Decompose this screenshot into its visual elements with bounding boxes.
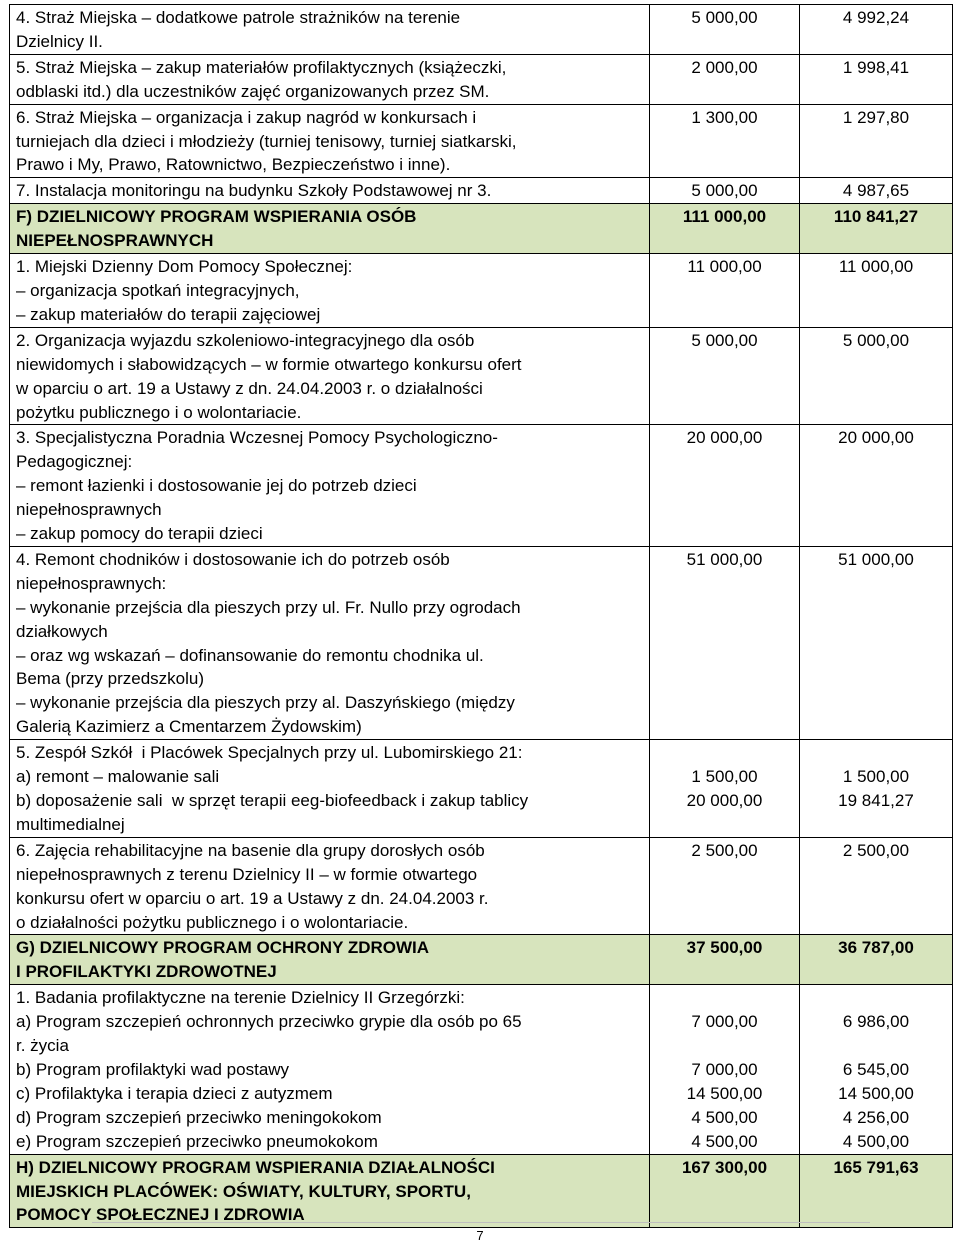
executed-amount: 19 841,27 xyxy=(838,790,914,810)
executed-amount: 1 500,00 xyxy=(842,767,910,787)
planned-amount-cell xyxy=(650,254,800,328)
description-cell xyxy=(10,425,650,547)
description-cell xyxy=(10,985,650,1154)
description-line: niepełnosprawnych z terenu Dzielnicy II – w formie otwartego xyxy=(16,864,478,884)
description-line: konkursu ofert w oparciu o art. 19 a Ustawy z dn. 24.04.2003 r. xyxy=(16,888,489,908)
description-line: – wykonanie przejścia dla pieszych przy al. Daszyńskiego (między xyxy=(16,693,515,713)
description-cell xyxy=(10,54,650,104)
executed-amount-cell xyxy=(800,546,953,739)
table-row xyxy=(10,54,953,104)
executed-amount: 14 500,00 xyxy=(838,1083,914,1103)
executed-amount-cell xyxy=(800,254,953,328)
table-row xyxy=(10,254,953,328)
empty-line xyxy=(650,1034,799,1058)
section-header-row xyxy=(10,1154,953,1228)
executed-amount-cell xyxy=(800,5,953,55)
executed-amount: 20 000,00 xyxy=(838,428,914,448)
planned-amount: 7 000,00 xyxy=(691,1059,758,1079)
description-line: pożytku publicznego i o wolontariacie. xyxy=(16,402,302,422)
description-line: – wykonanie przejścia dla pieszych przy ul. Fr. Nullo przy ogrodach xyxy=(16,597,521,617)
planned-amount: 2 500,00 xyxy=(691,840,758,860)
planned-amount: 2 000,00 xyxy=(691,57,758,77)
description-line: – organizacja spotkań integracyjnych, xyxy=(16,280,300,300)
executed-amount-cell xyxy=(800,54,953,104)
executed-amount: 51 000,00 xyxy=(838,549,914,569)
planned-amount: 111 000,00 xyxy=(682,207,767,227)
planned-amount-cell xyxy=(650,5,800,55)
description-cell xyxy=(10,104,650,178)
description-line: 2. Organizacja wyjazdu szkoleniowo-integracyjnego dla osób xyxy=(16,330,475,350)
section-title-line: G) DZIELNICOWY PROGRAM OCHRONY ZDROWIA xyxy=(16,938,430,958)
planned-amount: 1 300,00 xyxy=(691,107,758,127)
description-line: Bema (przy przedszkolu) xyxy=(16,669,205,689)
planned-amount: 5 000,00 xyxy=(691,181,758,201)
description-line: Prawo i My, Prawo, Ratownictwo, Bezpieczeństwo i inne). xyxy=(16,155,451,175)
description-line: – zakup materiałów do terapii zajęciowej xyxy=(16,304,321,324)
description-line: 5. Straż Miejska – zakup materiałów profilaktycznych (książeczki, xyxy=(16,57,507,77)
empty-line xyxy=(650,741,799,765)
table-row xyxy=(10,425,953,547)
executed-amount-cell xyxy=(800,178,953,204)
executed-amount: 4 256,00 xyxy=(842,1107,910,1127)
executed-amount-cell xyxy=(800,740,953,838)
table-row xyxy=(10,327,953,425)
table-row xyxy=(10,740,953,838)
executed-amount: 1 998,41 xyxy=(842,57,910,77)
planned-amount-cell xyxy=(650,1154,800,1228)
section-title-cell xyxy=(10,204,650,254)
budget-table-body xyxy=(10,5,953,1228)
description-line: 5. Zespół Szkół i Placówek Specjalnych przy ul. Lubomirskiego 21: xyxy=(16,743,523,763)
planned-amount-cell xyxy=(650,546,800,739)
description-cell xyxy=(10,740,650,838)
description-line: 4. Straż Miejska – dodatkowe patrole strażników na terenie xyxy=(16,8,461,27)
page-number: 7 xyxy=(476,1228,484,1243)
description-cell xyxy=(10,178,650,204)
executed-amount: 6 545,00 xyxy=(842,1059,910,1079)
description-line: w oparciu o art. 19 a Ustawy z dn. 24.04.2003 r. o działalności xyxy=(16,378,483,398)
planned-amount: 11 000,00 xyxy=(687,257,762,277)
description-line: – oraz wg wskazań – dofinansowanie do remontu chodnika ul. xyxy=(16,645,484,665)
budget-table xyxy=(9,4,953,1228)
executed-amount: 5 000,00 xyxy=(842,330,910,350)
table-row xyxy=(10,985,953,1154)
executed-amount-cell xyxy=(800,1154,953,1228)
planned-amount: 14 500,00 xyxy=(686,1083,763,1103)
planned-amount-cell xyxy=(650,837,800,935)
section-title-line: POMOCY SPOŁECZNEJ I ZDROWIA xyxy=(16,1205,305,1225)
executed-amount: 6 986,00 xyxy=(842,1012,910,1032)
section-title-line: MIEJSKICH PLACÓWEK: OŚWIATY, KULTURY, SPORTU, xyxy=(16,1181,471,1201)
description-line: 6. Zajęcia rehabilitacyjne na basenie dla grupy dorosłych osób xyxy=(16,840,485,860)
planned-amount-cell xyxy=(650,327,800,425)
executed-amount: 4 500,00 xyxy=(842,1131,910,1151)
planned-amount-cell xyxy=(650,935,800,985)
description-line: – zakup pomocy do terapii dzieci xyxy=(16,524,263,544)
planned-amount: 20 000,00 xyxy=(686,790,763,810)
description-line: 3. Specjalistyczna Poradnia Wczesnej Pomocy Psychologiczno- xyxy=(16,428,498,448)
description-line: a) remont – malowanie sali xyxy=(16,767,220,787)
description-line: odblaski itd.) dla uczestników zajęć organizowanych przez SM. xyxy=(16,81,490,101)
section-header-row xyxy=(10,204,953,254)
footer-rule xyxy=(92,1222,870,1223)
empty-line xyxy=(800,1034,952,1058)
description-line: Galerią Kazimierz a Cmentarzem Żydowskim) xyxy=(16,717,362,737)
planned-amount: 4 500,00 xyxy=(691,1131,758,1151)
planned-amount: 167 300,00 xyxy=(681,1157,768,1177)
description-line: działkowych xyxy=(16,621,108,641)
executed-amount-cell xyxy=(800,425,953,547)
description-line: b) doposażenie sali w sprzęt terapii eeg-biofeedback i zakup tablicy xyxy=(16,791,529,810)
planned-amount: 7 000,00 xyxy=(691,1012,758,1032)
description-cell xyxy=(10,327,650,425)
executed-amount: 36 787,00 xyxy=(838,938,914,958)
description-line: niepełnosprawnych xyxy=(16,500,162,520)
description-line: o działalności pożytku publicznego i o wolontariacie. xyxy=(16,912,409,932)
description-cell xyxy=(10,254,650,328)
description-line: Dzielnicy II. xyxy=(16,31,103,51)
planned-amount-cell xyxy=(650,204,800,254)
section-title-line: F) DZIELNICOWY PROGRAM WSPIERANIA OSÓB xyxy=(16,207,417,227)
description-line: d) Program szczepień przeciwko meningokokom xyxy=(16,1107,382,1127)
section-title-cell xyxy=(10,935,650,985)
section-title-cell xyxy=(10,1154,650,1228)
executed-amount: 2 500,00 xyxy=(842,840,910,860)
document-page xyxy=(9,4,952,1228)
table-row xyxy=(10,178,953,204)
description-line: e) Program szczepień przeciwko pneumokokom xyxy=(16,1131,378,1151)
description-line: – remont łazienki i dostosowanie jej do potrzeb dzieci xyxy=(16,476,417,496)
executed-amount: 11 000,00 xyxy=(838,257,914,277)
description-line: 1. Miejski Dzienny Dom Pomocy Społecznej: xyxy=(16,257,353,277)
description-line: a) Program szczepień ochronnych przeciwko grypie dla osób po 65 xyxy=(16,1012,522,1032)
description-line: Pedagogicznej: xyxy=(16,452,133,472)
planned-amount-cell xyxy=(650,425,800,547)
executed-amount-cell xyxy=(800,985,953,1154)
executed-amount: 4 992,24 xyxy=(842,8,910,27)
empty-line xyxy=(800,741,952,765)
section-title-line: NIEPEŁNOSPRAWNYCH xyxy=(16,231,214,251)
planned-amount-cell xyxy=(650,54,800,104)
description-line: 4. Remont chodników i dostosowanie ich do potrzeb osób xyxy=(16,549,450,569)
description-cell xyxy=(10,546,650,739)
table-row xyxy=(10,837,953,935)
empty-line xyxy=(800,986,952,1010)
description-line: r. życia xyxy=(16,1036,69,1056)
description-line: niewidomych i słabowidzących – w formie otwartego konkursu ofert xyxy=(16,354,522,374)
table-row xyxy=(10,5,953,55)
page-footer xyxy=(0,1220,960,1247)
planned-amount-cell xyxy=(650,178,800,204)
table-row xyxy=(10,546,953,739)
executed-amount-cell xyxy=(800,837,953,935)
planned-amount: 5 000,00 xyxy=(691,330,758,350)
planned-amount-cell xyxy=(650,104,800,178)
planned-amount: 1 500,00 xyxy=(691,767,758,787)
description-line: niepełnosprawnych: xyxy=(16,573,167,593)
description-cell xyxy=(10,5,650,55)
planned-amount: 4 500,00 xyxy=(691,1107,758,1127)
executed-amount: 110 841,27 xyxy=(833,207,919,227)
description-line: 7. Instalacja monitoringu na budynku Szkoły Podstawowej nr 3. xyxy=(16,181,492,201)
executed-amount-cell xyxy=(800,104,953,178)
description-line: 6. Straż Miejska – organizacja i zakup nagród w konkursach i xyxy=(16,107,477,127)
executed-amount-cell xyxy=(800,327,953,425)
section-header-row xyxy=(10,935,953,985)
section-title-line: H) DZIELNICOWY PROGRAM WSPIERANIA DZIAŁALNOŚCI xyxy=(16,1157,495,1177)
planned-amount: 5 000,00 xyxy=(691,8,758,27)
planned-amount-cell xyxy=(650,985,800,1154)
executed-amount: 1 297,80 xyxy=(842,107,910,127)
executed-amount-cell xyxy=(800,204,953,254)
executed-amount: 4 987,65 xyxy=(842,181,910,201)
executed-amount-cell xyxy=(800,935,953,985)
description-line: 1. Badania profilaktyczne na terenie Dzielnicy II Grzegórzki: xyxy=(16,988,465,1008)
planned-amount-cell xyxy=(650,740,800,838)
planned-amount: 37 500,00 xyxy=(686,938,763,958)
table-row xyxy=(10,104,953,178)
planned-amount: 51 000,00 xyxy=(686,549,763,569)
description-line: turniejach dla dzieci i młodzieży (turniej tenisowy, turniej siatkarski, xyxy=(16,131,517,151)
description-cell xyxy=(10,837,650,935)
planned-amount: 20 000,00 xyxy=(686,428,763,448)
description-line: c) Profilaktyka i terapia dzieci z autyzmem xyxy=(16,1083,333,1103)
section-title-line: I PROFILAKTYKI ZDROWOTNEJ xyxy=(16,962,277,982)
description-line: b) Program profilaktyki wad postawy xyxy=(16,1059,290,1079)
description-line: multimedialnej xyxy=(16,814,125,834)
executed-amount: 165 791,63 xyxy=(833,1157,919,1177)
empty-line xyxy=(650,986,799,1010)
